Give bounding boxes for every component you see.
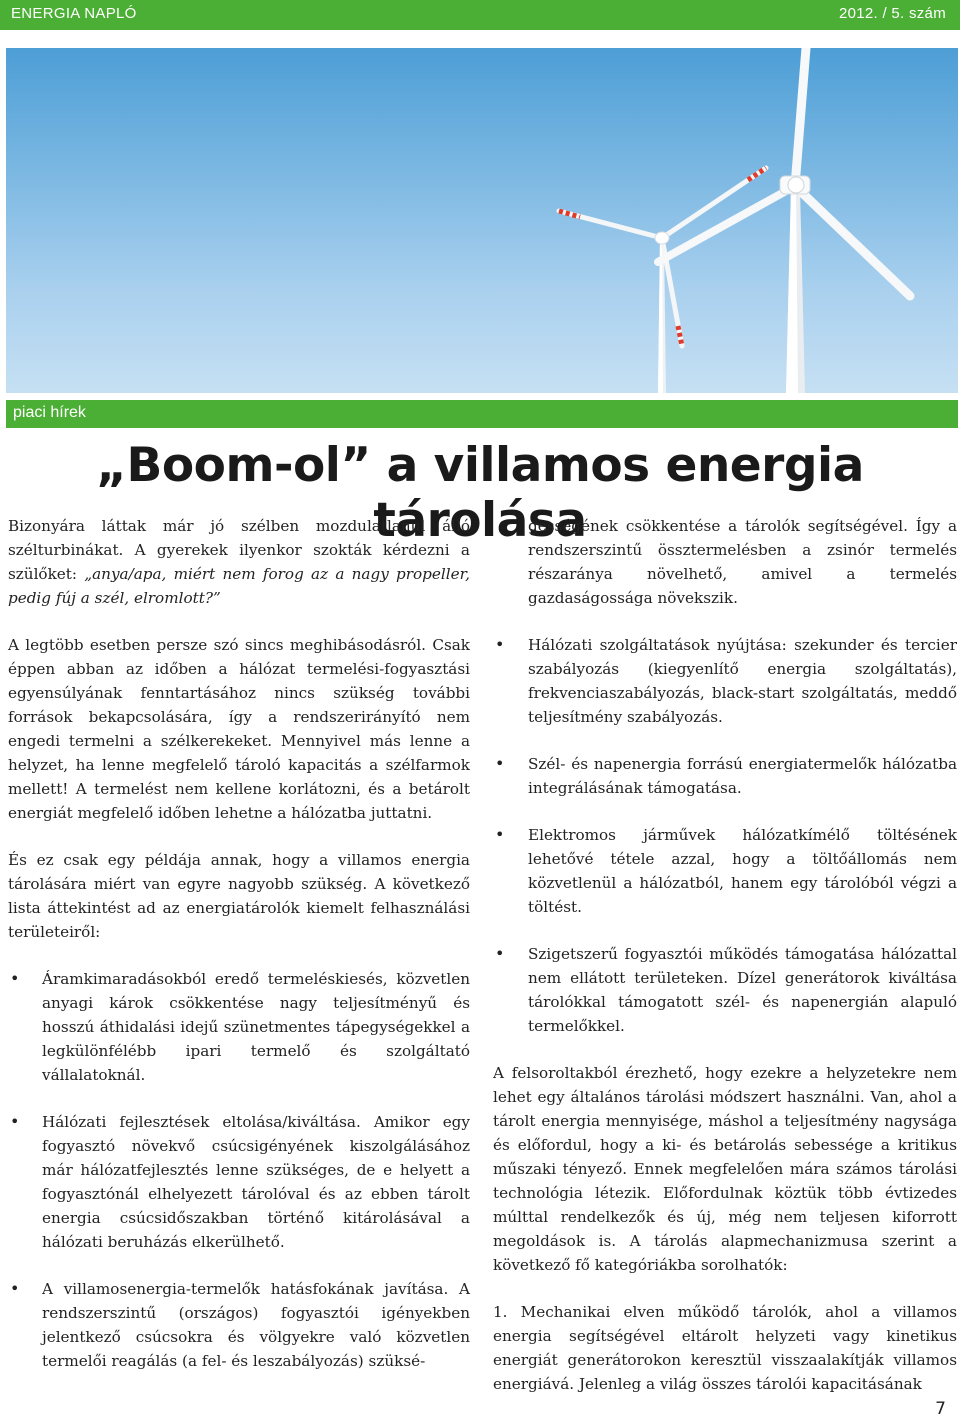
list-item: • Szél- és napenergia forrású energiatermelők hálózatba integrálásának támogatása.	[493, 752, 957, 800]
list-item-continuation: gességének csökkentése a tárolók segítségével. Így a rendszerszintű össztermelésben a zsinór termelés részaránya növelhető, amivel a termelés gazdaságossága növekszik.	[528, 517, 957, 607]
front-turbine	[658, 48, 910, 393]
wind-turbines-illustration	[6, 48, 958, 393]
body-paragraph: A legtöbb esetben persze szó sincs meghibásodásról. Csak éppen abban az időben a hálózat termelési-fogyasztási egyensúlyának fenntartásához nincs szükség további források bekapcsolására, így a rendszerirányító nem engedi termelni a szélkerekeket. Mennyivel más lenne a helyzet, ha lenne megfelelő tároló kapacitás a szélfarmok mellett! A termelést nem kellene korlátozni, és a betárolt energiát megfelelő időben lehetne a hálózatba juttatni.	[8, 636, 470, 822]
section-bar	[6, 400, 958, 428]
list-item: • Hálózati szolgáltatások nyújtása: szekunder és tercier szabályozás (kiegyenlítő energia szolgáltatás), frekvenciaszabályozás, black-start szolgáltatás, meddő teljesítmény szabályozás.	[493, 633, 957, 729]
header-bar	[0, 0, 960, 30]
issue-number: 2012. / 5. szám	[838, 5, 946, 22]
body-paragraph: A felsoroltakból érezhető, hogy ezekre a helyzetekre nem lehet egy általános tárolási módszert használni. Van, ahol a tárolt energia mennyisége, máshol a teljesítmény nagysága és előfordul, hogy a ki- és betárolás sebessége a kritikus műszaki tényező. Ennek megfelelően mára számos tárolási technológia létezik. Előfordulnak köztük több évtizedes múlttal rendelkezők és új, még nem teljesen kiforrott megoldások is. A tárolás alapmechanizmusa szerint a következő fő kategóriákba sorolhatók:	[493, 1064, 957, 1274]
intro-paragraph	[8, 514, 470, 610]
body-paragraph: És ez csak egy példája annak, hogy a villamos energia tárolására miért van egyre nagyobb szükség. A következő lista áttekintést ad az energiatárolók kiemelt felhasználási területeiről:	[8, 851, 470, 941]
usage-list-continued	[493, 633, 957, 1038]
left-column	[8, 514, 470, 1396]
usage-list	[8, 967, 470, 1373]
list-item: • Elektromos járművek hálózatkímélő töltésének lehetővé tétele azzal, hogy a töltőállomás nem közvetlenül a hálózatból, hanem egy tárolóból végzi a töltést.	[493, 823, 957, 919]
right-column	[493, 514, 957, 1396]
page-number: 7	[935, 1399, 946, 1419]
list-item: • Áramkimaradásokból eredő termeléskiesés, közvetlen anyagi károk csökkentése nagy teljesítményű és hosszú áthidalási idejű szünetmentes tápegységekkel a legkülönfélébb ipari termelő és szolgáltató vállalatoknál.	[8, 967, 470, 1087]
intro-quote: „anya/apa, miért nem forog az a nagy propeller, pedig fúj a szél, elromlott?”	[8, 565, 470, 607]
rear-turbine	[559, 168, 766, 393]
section-label: piaci hírek	[13, 404, 86, 421]
body-paragraph: 1. Mechanikai elven működő tárolók, ahol a villamos energia segítségével eltárolt helyzeti vagy kinetikus energiát generátorokon keresztül visszaalakítják villamos energiává. Jelenleg a világ összes tárolói kapacitásának	[493, 1303, 957, 1393]
list-item: • Hálózati fejlesztések eltolása/kiváltása. Amikor egy fogyasztó növekvő csúcsigényének kiszolgálásához már hálózatfejlesztés lenne szükséges, de e helyett a fogyasztónál elhelyezett tárolóval és az ebben tárolt energia csúcsidőszakban történő kitárolásával a hálózati beruházás elkerülhető.	[8, 1110, 470, 1254]
list-item: • Szigetszerű fogyasztói működés támogatása hálózattal nem ellátott területeken. Dízel generátorok kiváltása tárolókkal támogatott szél- és napenergián alapuló termelőkkel.	[493, 942, 957, 1038]
wind-turbines-photo	[6, 48, 958, 393]
list-item: • A villamosenergia-termelők hatásfokának javítása. A rendszerszintű (országos) fogyasztói igényekben jelentkező csúcsokra és völgyekre való közvetlen termelői reagálás (a fel- és leszabályozás) szüksé-	[8, 1277, 470, 1373]
publication-name: ENERGIA NAPLÓ	[11, 5, 137, 22]
intro-text: Bizonyára láttak már jó szélben mozdulatlanul álló szélturbinákat. A gyerekek ilyenkor szokták kérdezni a szülőket:	[8, 517, 470, 583]
article-title: „Boom-ol” a villamos energia tárolása	[96, 438, 864, 548]
